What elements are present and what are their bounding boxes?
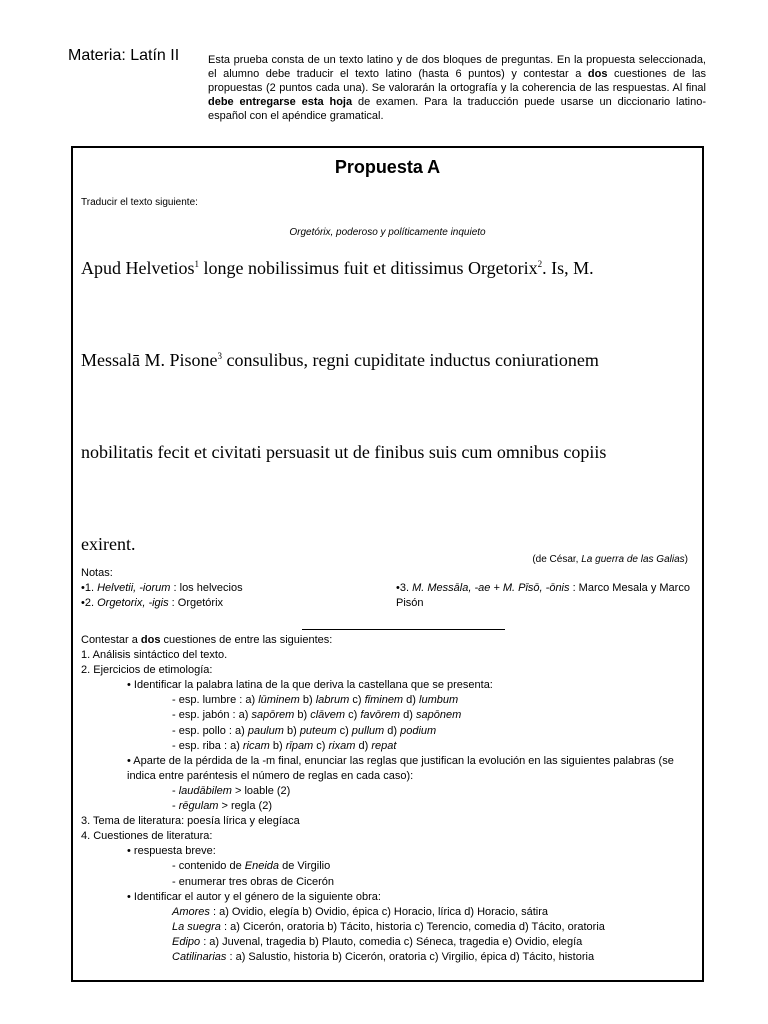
text-run: c)	[345, 709, 361, 722]
text-run: favōrem	[360, 709, 401, 722]
subject-title: Materia: Latín II	[68, 47, 180, 64]
question-line	[81, 905, 701, 920]
text-run: b)	[269, 739, 286, 752]
question-line	[81, 648, 701, 663]
text-run: - esp. jabón : a)	[172, 709, 252, 722]
text-run: lumbum	[419, 694, 459, 707]
text-run: 2. Ejercicios de etimología:	[81, 664, 213, 677]
question-line	[81, 859, 701, 874]
text-run: d)	[403, 694, 420, 707]
text-run: : a) Juvenal, tragedia b) Plauto, comedia c) Séneca, tragedia e) Ovidio, elegía	[200, 935, 583, 948]
text-run: La suegra	[172, 920, 221, 933]
text-run: cuestiones de las propuestas (2 puntos cada una). Se valorarán la ortografía y la coherencia de las respuestas. Al final	[208, 68, 707, 94]
text-run: • Identificar el autor y el género de la siguiente obra:	[127, 890, 381, 903]
question-line	[81, 754, 701, 784]
text-run: de Virgilio	[279, 860, 331, 873]
text-run: (de César,	[532, 554, 582, 565]
question-line	[81, 950, 701, 965]
questions-list	[81, 633, 701, 965]
text-run: c)	[313, 739, 329, 752]
text-run: debe entregarse esta hoja	[208, 96, 353, 108]
text-run: -	[172, 784, 179, 797]
text-run: - esp. lumbre : a)	[172, 694, 259, 707]
text-run: exirent.	[81, 534, 136, 554]
question-line	[81, 875, 701, 890]
text-run: - enumerar tres obras de Cicerón	[172, 875, 335, 888]
text-run: d)	[384, 724, 401, 737]
text-run: • Identificar la palabra latina de la que deriva la castellana que se presenta:	[127, 679, 493, 692]
question-line	[81, 935, 701, 950]
text-run: 3	[217, 351, 222, 361]
note-2	[81, 596, 223, 611]
text-run: puteum	[299, 724, 337, 737]
text-run: laudābilem	[178, 784, 232, 797]
text-run: rēgulam	[178, 800, 219, 813]
text-run: sapōrem	[251, 709, 295, 722]
note-3	[396, 581, 696, 611]
section-divider	[302, 629, 505, 630]
text-run: : los helvecios	[170, 582, 243, 594]
text-run: podium	[400, 724, 437, 737]
text-run: rīpam	[285, 739, 314, 752]
text-run: paulum	[247, 724, 284, 737]
text-run: : a) Cicerón, oratoria b) Tácito, historia c) Terencio, comedia d) Tácito, oratoria	[220, 920, 605, 933]
question-line	[81, 920, 701, 935]
note-1	[81, 581, 243, 596]
question-line	[81, 814, 701, 829]
text-run: de examen. Para la traducción puede usarse un diccionario latino-español con el apéndice gramatical.	[208, 96, 706, 122]
question-line	[81, 633, 701, 648]
latin-line-2	[81, 350, 599, 371]
text-run: - esp. riba : a)	[172, 739, 243, 752]
text-run: longe nobilissimus fuit et ditissimus Orgetorix	[198, 258, 538, 278]
text-run: dos	[587, 68, 608, 80]
text-run: > loable (2)	[231, 784, 291, 797]
text-run: Eneida	[244, 860, 280, 873]
text-run: clāvem	[310, 709, 346, 722]
question-line	[81, 663, 701, 678]
text-run: cuestiones de entre las siguientes:	[160, 634, 333, 646]
proposal-heading: Propuesta A	[334, 157, 441, 177]
text-run: c)	[336, 724, 352, 737]
translation-instruction: Traducir el texto siguiente:	[81, 197, 198, 208]
text-run: b)	[299, 694, 316, 707]
text-run: : Orgetórix	[168, 597, 224, 609]
text-run: Catilinarias	[172, 950, 227, 963]
text-run: M. Messāla, -ae + M. Pīsō, -ōnis	[412, 582, 570, 594]
question-line	[81, 724, 701, 739]
text-run: labrum	[315, 694, 350, 707]
text-run: Esta prueba consta de un texto latino y de dos bloques de preguntas. En la propuesta seleccionada, el alumno debe traducir el texto latino (hasta 6 puntos) y contestar a	[208, 54, 706, 80]
question-line	[81, 678, 701, 693]
text-run: •2.	[81, 597, 98, 609]
question-line	[81, 890, 701, 905]
notes-label: Notas:	[81, 567, 113, 579]
text-run: Amores	[172, 905, 210, 918]
question-line	[81, 799, 701, 814]
text-run: 3. Tema de literatura: poesía lírica y elegíaca	[81, 815, 300, 828]
text-run: c)	[349, 694, 365, 707]
text-run: d)	[400, 709, 416, 722]
exam-instructions	[208, 53, 706, 123]
text-run: . Is, M.	[542, 258, 594, 278]
text-run: • respuesta breve:	[127, 845, 216, 858]
text-run: consulibus, regni cupiditate inductus coniurationem	[222, 350, 599, 370]
text-run: La guerra de las Galias	[581, 554, 685, 565]
text-run: dos	[140, 634, 161, 646]
question-line	[81, 784, 701, 799]
text-run: : a) Salustio, historia b) Cicerón, oratoria c) Virgilio, épica d) Tácito, historia	[226, 950, 595, 963]
latin-line-1	[81, 258, 594, 279]
text-run: d)	[355, 739, 372, 752]
text-run: 1. Análisis sintáctico del texto.	[81, 649, 228, 662]
text-run: pullum	[351, 724, 385, 737]
text-run: Edipo	[172, 935, 201, 948]
latin-line-3	[81, 442, 606, 463]
text-run: sapōnem	[415, 709, 462, 722]
text-run: nobilitatis fecit et civitati persuasit ut de finibus suis cum omnibus copiis	[81, 442, 607, 462]
text-run: repat	[371, 739, 397, 752]
text-run: : a) Ovidio, elegía b) Ovidio, épica c) Horacio, lírica d) Horacio, sátira	[209, 905, 548, 918]
text-run: > regla (2)	[218, 800, 272, 813]
text-run: Contestar a	[81, 634, 141, 646]
question-line	[81, 739, 701, 754]
text-run: b)	[283, 724, 300, 737]
question-line	[81, 708, 701, 723]
text-run: fīminem	[364, 694, 404, 707]
text-run: Apud Helvetios	[81, 258, 195, 278]
question-line	[81, 829, 701, 844]
text-run: 2	[537, 259, 543, 269]
question-line	[81, 693, 701, 708]
text-run: 4. Cuestiones de literatura:	[81, 830, 213, 843]
text-run: lūminem	[258, 694, 300, 707]
text-run: Helvetii, -iorum	[97, 582, 171, 594]
text-run: -	[172, 800, 179, 813]
text-run: : Marco Mesala y Marco Pisón	[396, 582, 690, 609]
text-run: • Aparte de la pérdida de la -m final, enunciar las reglas que justifican la evolución en las siguientes palabras (se indica entre paréntesis el número de reglas en cada caso):	[127, 754, 674, 782]
text-run: Messalā M. Pisone	[81, 350, 218, 370]
text-run: •1.	[81, 582, 98, 594]
text-run: 1	[194, 259, 199, 269]
text-run: ricam	[242, 739, 270, 752]
text-run: Orgetorix, -igis	[97, 597, 169, 609]
text-source	[532, 554, 688, 565]
question-line	[81, 844, 701, 859]
text-subtitle: Orgetórix, poderoso y políticamente inquieto	[289, 227, 486, 238]
latin-line-4	[81, 534, 135, 555]
text-run: rixam	[328, 739, 356, 752]
text-run: b)	[294, 709, 311, 722]
text-run: - esp. pollo : a)	[172, 724, 248, 737]
text-run: )	[684, 554, 688, 565]
text-run: - contenido de	[172, 860, 245, 873]
text-run: •3.	[396, 582, 413, 594]
